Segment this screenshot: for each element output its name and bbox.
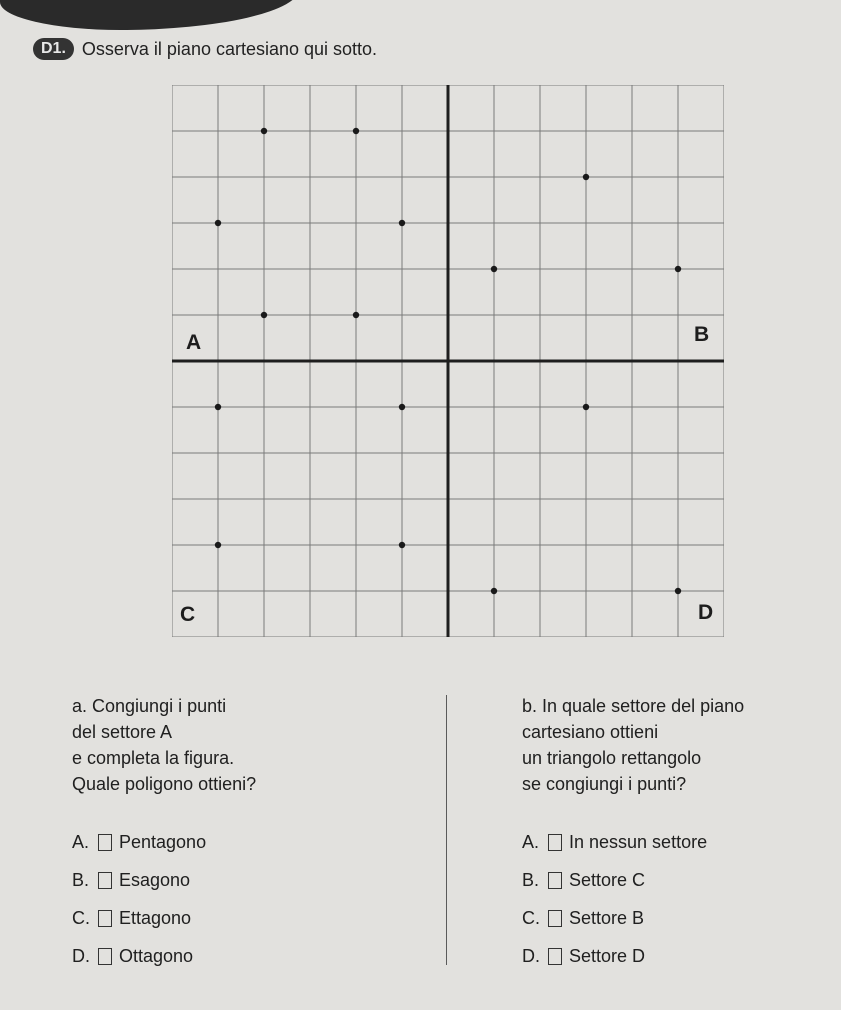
checkbox[interactable] (548, 948, 562, 965)
question-b-line: un triangolo rettangolo (522, 748, 702, 768)
option-letter: A. (522, 832, 540, 852)
question-a-options (72, 823, 432, 975)
option-text: Settore C (569, 870, 646, 890)
question-b-line: b. In quale settore del piano (522, 696, 745, 716)
grid-point (261, 128, 267, 134)
option-d-settore-d[interactable] (522, 937, 832, 975)
checkbox[interactable] (548, 910, 562, 927)
question-b-options (522, 823, 832, 975)
grid-point (491, 588, 497, 594)
option-letter: B. (72, 870, 90, 890)
option-letter: C. (522, 908, 540, 928)
grid-point (261, 312, 267, 318)
option-b-settore-c[interactable] (522, 861, 832, 899)
sector-label-b: B (694, 323, 710, 346)
grid-point (399, 220, 405, 226)
sector-label-d: D (698, 601, 714, 624)
sector-label-a: A (186, 331, 202, 354)
option-letter: D. (522, 946, 540, 966)
exercise-instruction: Osserva il piano cartesiano qui sotto. (81, 38, 378, 59)
question-a-line: Quale poligono ottieni? (72, 774, 257, 794)
option-text: Ettagono (119, 908, 192, 928)
grid-point (353, 128, 359, 134)
checkbox[interactable] (98, 834, 112, 851)
grid-point (491, 266, 497, 272)
option-a-pentagono[interactable] (72, 823, 432, 861)
grid-point (399, 542, 405, 548)
question-a (72, 693, 432, 975)
grid-point (675, 266, 681, 272)
grid-point (675, 588, 681, 594)
option-d-ottagono[interactable] (72, 937, 432, 975)
question-b-line: cartesiano ottieni (522, 722, 659, 742)
exercise-header (33, 38, 377, 60)
question-a-line: del settore A (72, 722, 173, 742)
checkbox[interactable] (98, 910, 112, 927)
cartesian-plane (172, 85, 724, 637)
question-b-line: se congiungi i punti? (522, 774, 687, 794)
option-text: Settore D (569, 946, 646, 966)
option-b-esagono[interactable] (72, 861, 432, 899)
checkbox[interactable] (98, 948, 112, 965)
option-letter: C. (72, 908, 90, 928)
option-text: Ottagono (119, 946, 194, 966)
question-b (522, 693, 832, 975)
checkbox[interactable] (548, 834, 562, 851)
cartesian-grid (172, 85, 724, 637)
option-letter: B. (522, 870, 540, 890)
option-a-nessun-settore[interactable] (522, 823, 832, 861)
grid-point (353, 312, 359, 318)
sector-label-c: C (180, 603, 196, 626)
grid-point (215, 404, 221, 410)
option-letter: D. (72, 946, 90, 966)
column-divider (446, 695, 447, 965)
option-text: Pentagono (119, 832, 207, 852)
option-c-settore-b[interactable] (522, 899, 832, 937)
grid-point (583, 404, 589, 410)
grid-point (215, 542, 221, 548)
grid-point (215, 220, 221, 226)
option-text: Esagono (119, 870, 191, 890)
checkbox[interactable] (548, 872, 562, 889)
grid-point (399, 404, 405, 410)
page-shadow (0, 0, 300, 30)
option-text: In nessun settore (569, 832, 708, 852)
question-a-line: e completa la figura. (72, 748, 235, 768)
option-text: Settore B (569, 908, 645, 928)
checkbox[interactable] (98, 872, 112, 889)
grid-point (583, 174, 589, 180)
question-a-line: a. Congiungi i punti (72, 696, 227, 716)
option-letter: A. (72, 832, 90, 852)
option-c-ettagono[interactable] (72, 899, 432, 937)
exercise-badge: D1. (33, 38, 74, 60)
